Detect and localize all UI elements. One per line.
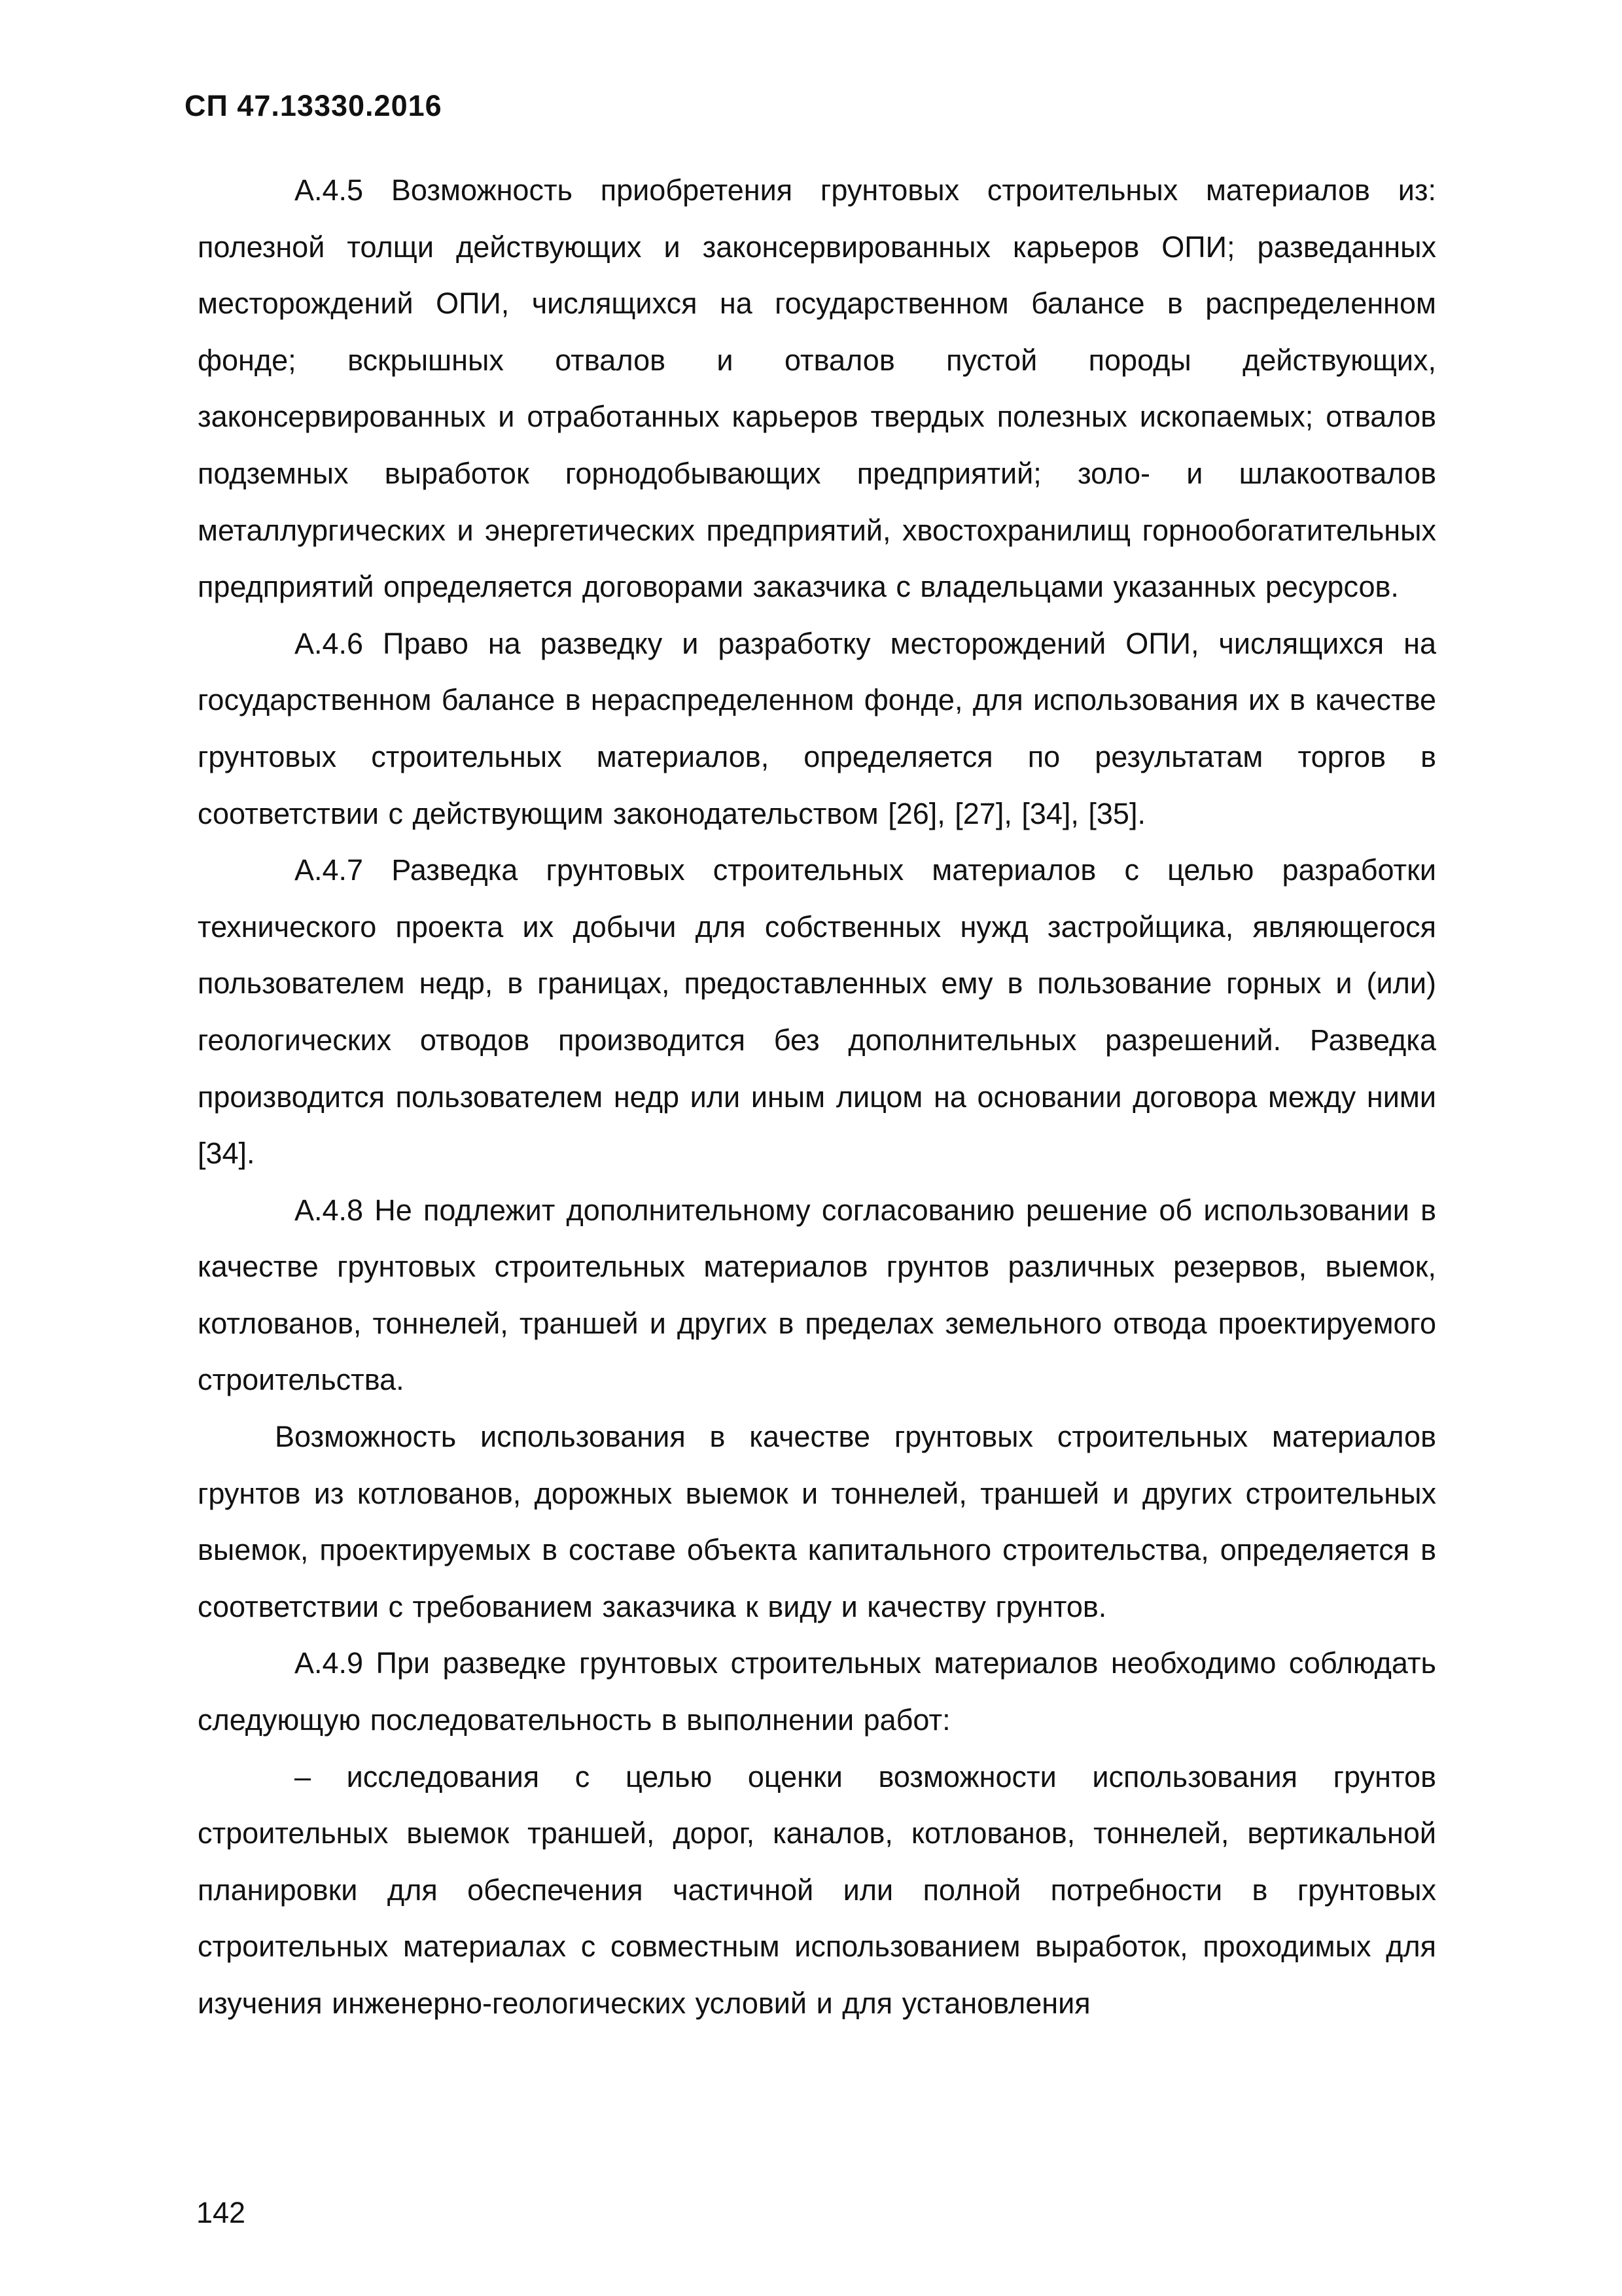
paragraph-a-4-8: А.4.8 Не подлежит дополнительному согласованию решение об использовании в качестве грунтовых строительных материалов грунтов различных резервов, выемок, котлованов, тоннелей, траншей и других в пределах земельного отвода проектируемого строительства. <box>198 1193 1436 1397</box>
list-item-research: – исследования с целью оценки возможности использования грунтов строительных выемок траншей, дорог, каналов, котлованов, тоннелей, вертикальной планировки для обеспечения частичной или полной потребности в грунтовых строительных материалах с совместным использованием выработок, проходимых для изучения инженерно-геологических условий и для установления <box>198 1759 1436 2020</box>
paragraph-excavation-soils: Возможность использования в качестве грунтовых строительных материалов грунтов из котлованов, дорожных выемок и тоннелей, траншей и других строительных выемок, проектируемых в составе объекта капитального строительства, определяется в соответствии с требованием заказчика к виду и качеству грунтов. <box>198 1420 1436 1623</box>
paragraph-a-4-9: А.4.9 При разведке грунтовых строительных материалов необходимо соблюдать следующую последовательность в выполнении работ: <box>198 1646 1436 1737</box>
paragraph-a-4-6: А.4.6 Право на разведку и разработку месторождений ОПИ, числящихся на государственном балансе в нераспределенном фонде, для использования их в качестве грунтовых строительных материалов, определяется по результатам торгов в соответствии с действующим законодательством [26], [27], [34], [35]. <box>198 626 1436 830</box>
document-code-header: СП 47.13330.2016 <box>185 89 442 122</box>
paragraph-a-4-5: А.4.5 Возможность приобретения грунтовых строительных материалов из: полезной толщи действующих и законсервированных карьеров ОПИ; разведанных месторождений ОПИ, числящихся на государственном балансе в распределенном фонде; вскрышных отвалов и отвалов пустой породы действующих, законсервированных и отработанных карьеров твердых полезных ископаемых; отвалов подземных выработок горнодобывающих предприятий; золо- и шлакоотвалов металлургических и энергетических предприятий, хвостохранилищ горнообогатительных предприятий определяется договорами заказчика с владельцами указанных ресурсов. <box>198 173 1436 604</box>
document-body <box>198 162 1436 2032</box>
page-number: 142 <box>196 2196 246 2229</box>
paragraph-a-4-7: А.4.7 Разведка грунтовых строительных материалов с целью разработки технического проекта их добычи для собственных нужд застройщика, являющегося пользователем недр, в границах, предоставленных ему в пользование горных и (или) геологических отводов производится без дополнительных разрешений. Разведка производится пользователем недр или иным лицом на основании договора между ними [34]. <box>198 853 1436 1171</box>
